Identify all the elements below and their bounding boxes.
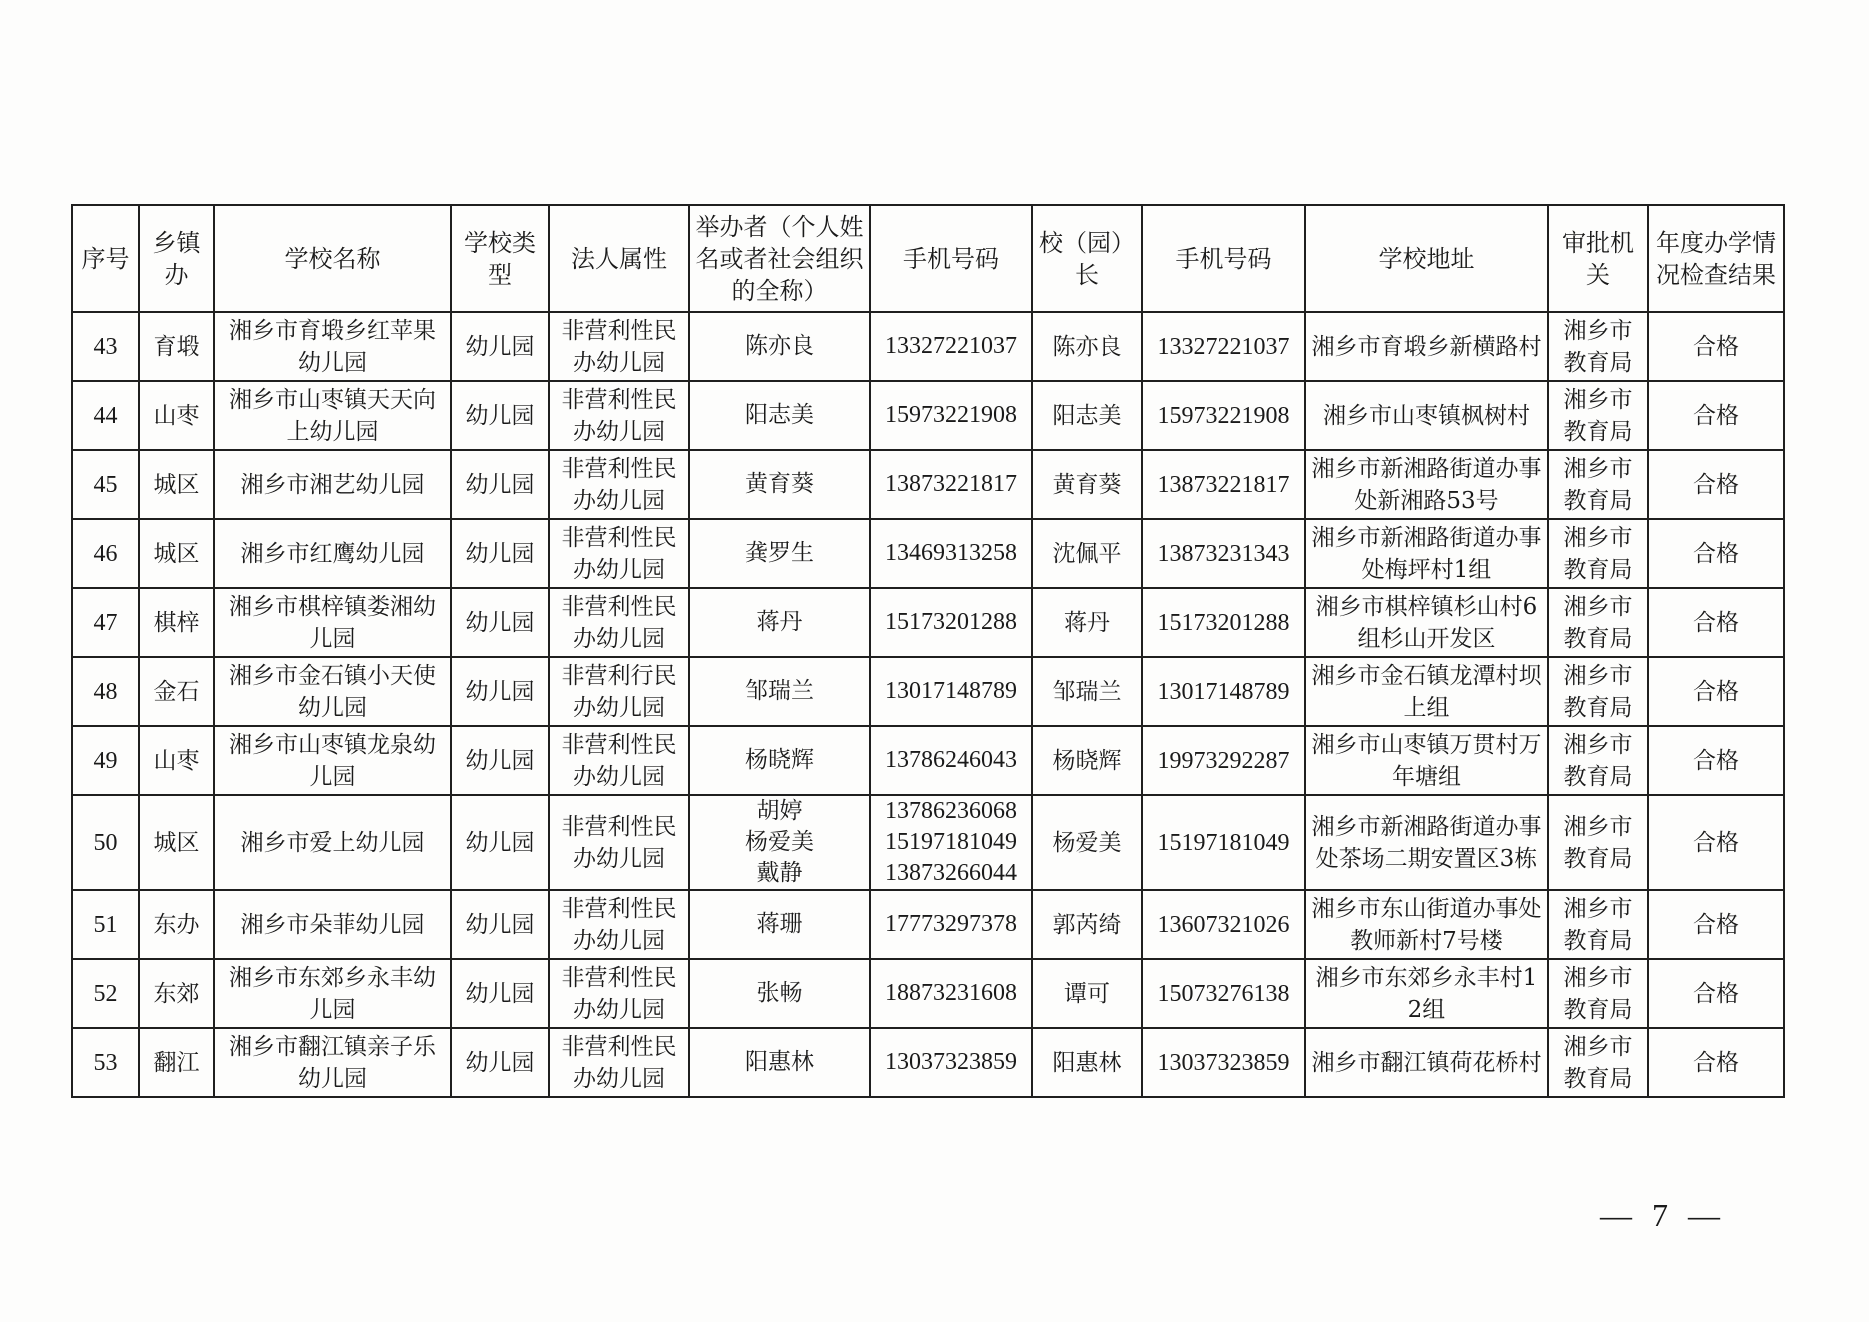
- cell-approver: 湘乡市教育局: [1548, 890, 1648, 959]
- cell-school-name: 湘乡市红鹰幼儿园: [214, 519, 451, 588]
- table-row: [72, 381, 1784, 450]
- cell-organizer-phone-line: 18873231608: [885, 980, 1017, 1006]
- table-row: [72, 959, 1784, 1028]
- cell-principal-phone: 15173201288: [1142, 588, 1305, 657]
- cell-organizer-phone-line: 13469313258: [885, 540, 1017, 566]
- cell-organizer-phone-line: 13873266044: [885, 860, 1017, 886]
- cell-school-type: 幼儿园: [451, 890, 549, 959]
- cell-approver: 湘乡市教育局: [1548, 588, 1648, 657]
- cell-principal-phone: 19973292287: [1142, 726, 1305, 795]
- cell-organizer: [689, 312, 870, 381]
- table-row: [72, 519, 1784, 588]
- cell-school-type: 幼儿园: [451, 588, 549, 657]
- table-row: [72, 795, 1784, 890]
- cell-seq: 45: [72, 450, 139, 519]
- header-address: 学校地址: [1305, 205, 1548, 312]
- cell-organizer-phone: [870, 312, 1032, 381]
- cell-principal-phone: 13873231343: [1142, 519, 1305, 588]
- cell-organizer: [689, 450, 870, 519]
- cell-organizer-line: 龚罗生: [745, 540, 814, 566]
- cell-town: 育塅: [139, 312, 214, 381]
- cell-legal-nature: 非营利性民办幼儿园: [549, 795, 689, 890]
- cell-legal-nature: 非营利性民办幼儿园: [549, 726, 689, 795]
- cell-approver: 湘乡市教育局: [1548, 795, 1648, 890]
- cell-legal-nature: 非营利性民办幼儿园: [549, 959, 689, 1028]
- page-number: — 7 —: [1600, 1197, 1726, 1233]
- cell-organizer: [689, 890, 870, 959]
- cell-seq: 53: [72, 1028, 139, 1097]
- header-legal-nature: 法人属性: [549, 205, 689, 312]
- cell-approver: 湘乡市教育局: [1548, 312, 1648, 381]
- cell-organizer-phone: [870, 450, 1032, 519]
- cell-result: 合格: [1648, 890, 1784, 959]
- cell-seq: 47: [72, 588, 139, 657]
- cell-organizer-phone-line: 13786246043: [885, 747, 1017, 773]
- cell-organizer-phone: [870, 519, 1032, 588]
- cell-school-type: 幼儿园: [451, 381, 549, 450]
- header-approver: 审批机关: [1548, 205, 1648, 312]
- cell-address: 湘乡市新湘路街道办事处梅坪村1组: [1305, 519, 1548, 588]
- cell-address: 湘乡市新湘路街道办事处茶场二期安置区3栋: [1305, 795, 1548, 890]
- cell-seq: 49: [72, 726, 139, 795]
- cell-organizer: [689, 519, 870, 588]
- cell-town: 城区: [139, 795, 214, 890]
- cell-organizer-phone-line: 13786236068: [885, 798, 1017, 824]
- header-seq: 序号: [72, 205, 139, 312]
- cell-principal-phone: 13873221817: [1142, 450, 1305, 519]
- cell-organizer-line: 杨晓辉: [745, 747, 814, 773]
- cell-principal-phone: 13037323859: [1142, 1028, 1305, 1097]
- cell-legal-nature: 非营利性民办幼儿园: [549, 1028, 689, 1097]
- cell-legal-nature: 非营利行民办幼儿园: [549, 657, 689, 726]
- cell-approver: 湘乡市教育局: [1548, 726, 1648, 795]
- cell-principal-phone: 15073276138: [1142, 959, 1305, 1028]
- cell-school-type: 幼儿园: [451, 657, 549, 726]
- cell-town: 棋梓: [139, 588, 214, 657]
- cell-organizer-phone-line: 13873221817: [885, 471, 1017, 497]
- cell-organizer-phone: [870, 959, 1032, 1028]
- cell-organizer: [689, 381, 870, 450]
- cell-town: 山枣: [139, 381, 214, 450]
- cell-principal: 郭芮绮: [1032, 890, 1142, 959]
- cell-organizer-line: 胡婷: [756, 798, 803, 824]
- cell-organizer-line: 蒋丹: [756, 609, 803, 635]
- cell-town: 山枣: [139, 726, 214, 795]
- cell-town: 金石: [139, 657, 214, 726]
- table-body: [72, 312, 1784, 1097]
- cell-principal: 谭可: [1032, 959, 1142, 1028]
- cell-principal: 蒋丹: [1032, 588, 1142, 657]
- cell-approver: 湘乡市教育局: [1548, 657, 1648, 726]
- cell-approver: 湘乡市教育局: [1548, 519, 1648, 588]
- cell-principal-phone: 15973221908: [1142, 381, 1305, 450]
- header-organizer-phone: 手机号码: [870, 205, 1032, 312]
- cell-organizer-line: 阳惠林: [745, 1049, 814, 1075]
- cell-organizer-phone: [870, 890, 1032, 959]
- cell-school-name: 湘乡市育塅乡红苹果幼儿园: [214, 312, 451, 381]
- cell-organizer-line: 戴静: [756, 860, 803, 886]
- table-row: [72, 588, 1784, 657]
- cell-legal-nature: 非营利性民办幼儿园: [549, 312, 689, 381]
- cell-organizer-line: 黄育葵: [745, 471, 814, 497]
- cell-organizer-line: 蒋珊: [756, 911, 803, 937]
- cell-school-type: 幼儿园: [451, 519, 549, 588]
- table-row: [72, 312, 1784, 381]
- table-row: [72, 1028, 1784, 1097]
- cell-organizer-phone-line: 13037323859: [885, 1049, 1017, 1075]
- cell-result: 合格: [1648, 450, 1784, 519]
- cell-school-name: 湘乡市棋梓镇娄湘幼儿园: [214, 588, 451, 657]
- cell-principal: 黄育葵: [1032, 450, 1142, 519]
- cell-organizer-phone: [870, 588, 1032, 657]
- cell-principal-phone: 13327221037: [1142, 312, 1305, 381]
- cell-organizer-phone-line: 13017148789: [885, 678, 1017, 704]
- cell-seq: 52: [72, 959, 139, 1028]
- cell-organizer-phone-line: 15973221908: [885, 402, 1017, 428]
- cell-organizer-line: 张畅: [756, 980, 803, 1006]
- cell-organizer-line: 陈亦良: [745, 333, 814, 359]
- header-principal: 校（园）长: [1032, 205, 1142, 312]
- cell-approver: 湘乡市教育局: [1548, 381, 1648, 450]
- cell-organizer: [689, 1028, 870, 1097]
- cell-school-name: 湘乡市翻江镇亲子乐幼儿园: [214, 1028, 451, 1097]
- cell-address: 湘乡市棋梓镇杉山村6组杉山开发区: [1305, 588, 1548, 657]
- cell-school-name: 湘乡市爱上幼儿园: [214, 795, 451, 890]
- cell-principal-phone: 13607321026: [1142, 890, 1305, 959]
- cell-address: 湘乡市翻江镇荷花桥村: [1305, 1028, 1548, 1097]
- cell-school-type: 幼儿园: [451, 726, 549, 795]
- header-town: 乡镇办: [139, 205, 214, 312]
- cell-principal: 杨晓辉: [1032, 726, 1142, 795]
- cell-organizer: [689, 795, 870, 890]
- cell-organizer-phone: [870, 381, 1032, 450]
- cell-seq: 46: [72, 519, 139, 588]
- cell-seq: 51: [72, 890, 139, 959]
- cell-organizer-phone: [870, 795, 1032, 890]
- cell-address: 湘乡市东山街道办事处教师新村7号楼: [1305, 890, 1548, 959]
- cell-organizer-phone: [870, 1028, 1032, 1097]
- header-school-name: 学校名称: [214, 205, 451, 312]
- cell-organizer-phone-line: 15173201288: [885, 609, 1017, 635]
- cell-result: 合格: [1648, 519, 1784, 588]
- header-principal-phone: 手机号码: [1142, 205, 1305, 312]
- cell-address: 湘乡市东郊乡永丰村12组: [1305, 959, 1548, 1028]
- cell-result: 合格: [1648, 959, 1784, 1028]
- cell-organizer-phone-line: 13327221037: [885, 333, 1017, 359]
- cell-school-type: 幼儿园: [451, 1028, 549, 1097]
- cell-result: 合格: [1648, 312, 1784, 381]
- cell-result: 合格: [1648, 1028, 1784, 1097]
- cell-organizer: [689, 959, 870, 1028]
- cell-school-type: 幼儿园: [451, 959, 549, 1028]
- cell-school-name: 湘乡市湘艺幼儿园: [214, 450, 451, 519]
- cell-town: 东郊: [139, 959, 214, 1028]
- cell-principal-phone: 13017148789: [1142, 657, 1305, 726]
- cell-organizer-line: 阳志美: [745, 402, 814, 428]
- cell-organizer-phone-line: 15197181049: [885, 829, 1017, 855]
- cell-organizer: [689, 726, 870, 795]
- cell-seq: 43: [72, 312, 139, 381]
- cell-organizer: [689, 657, 870, 726]
- cell-seq: 44: [72, 381, 139, 450]
- cell-school-name: 湘乡市山枣镇龙泉幼儿园: [214, 726, 451, 795]
- table-row: [72, 890, 1784, 959]
- cell-address: 湘乡市山枣镇枫树村: [1305, 381, 1548, 450]
- cell-approver: 湘乡市教育局: [1548, 959, 1648, 1028]
- cell-organizer-line: 杨爱美: [745, 829, 814, 855]
- cell-principal: 邹瑞兰: [1032, 657, 1142, 726]
- cell-result: 合格: [1648, 726, 1784, 795]
- header-school-type: 学校类型: [451, 205, 549, 312]
- cell-school-type: 幼儿园: [451, 312, 549, 381]
- cell-school-name: 湘乡市东郊乡永丰幼儿园: [214, 959, 451, 1028]
- cell-seq: 48: [72, 657, 139, 726]
- cell-address: 湘乡市山枣镇万贯村万年塘组: [1305, 726, 1548, 795]
- cell-town: 城区: [139, 450, 214, 519]
- cell-school-name: 湘乡市金石镇小天使幼儿园: [214, 657, 451, 726]
- cell-principal: 沈佩平: [1032, 519, 1142, 588]
- cell-organizer-phone-line: 17773297378: [885, 911, 1017, 937]
- table-header-row: [72, 205, 1784, 312]
- cell-result: 合格: [1648, 381, 1784, 450]
- header-result: 年度办学情况检查结果: [1648, 205, 1784, 312]
- cell-result: 合格: [1648, 795, 1784, 890]
- cell-principal: 阳志美: [1032, 381, 1142, 450]
- cell-town: 东办: [139, 890, 214, 959]
- cell-school-name: 湘乡市朵菲幼儿园: [214, 890, 451, 959]
- header-organizer: 举办者（个人姓名或者社会组织的全称）: [689, 205, 870, 312]
- table-row: [72, 450, 1784, 519]
- cell-principal: 陈亦良: [1032, 312, 1142, 381]
- cell-organizer-phone: [870, 657, 1032, 726]
- cell-legal-nature: 非营利性民办幼儿园: [549, 588, 689, 657]
- cell-organizer-phone: [870, 726, 1032, 795]
- cell-address: 湘乡市新湘路街道办事处新湘路53号: [1305, 450, 1548, 519]
- cell-legal-nature: 非营利性民办幼儿园: [549, 381, 689, 450]
- cell-principal: 阳惠林: [1032, 1028, 1142, 1097]
- cell-organizer: [689, 588, 870, 657]
- cell-approver: 湘乡市教育局: [1548, 450, 1648, 519]
- cell-school-type: 幼儿园: [451, 450, 549, 519]
- cell-school-type: 幼儿园: [451, 795, 549, 890]
- kindergarten-table: [71, 204, 1785, 1098]
- cell-address: 湘乡市育塅乡新横路村: [1305, 312, 1548, 381]
- cell-principal-phone: 15197181049: [1142, 795, 1305, 890]
- cell-result: 合格: [1648, 588, 1784, 657]
- cell-approver: 湘乡市教育局: [1548, 1028, 1648, 1097]
- cell-organizer-line: 邹瑞兰: [745, 678, 814, 704]
- cell-result: 合格: [1648, 657, 1784, 726]
- cell-legal-nature: 非营利性民办幼儿园: [549, 890, 689, 959]
- cell-principal: 杨爱美: [1032, 795, 1142, 890]
- cell-town: 城区: [139, 519, 214, 588]
- cell-address: 湘乡市金石镇龙潭村坝上组: [1305, 657, 1548, 726]
- table-row: [72, 657, 1784, 726]
- cell-legal-nature: 非营利性民办幼儿园: [549, 450, 689, 519]
- cell-seq: 50: [72, 795, 139, 890]
- cell-school-name: 湘乡市山枣镇天天向上幼儿园: [214, 381, 451, 450]
- cell-legal-nature: 非营利性民办幼儿园: [549, 519, 689, 588]
- cell-town: 翻江: [139, 1028, 214, 1097]
- table-row: [72, 726, 1784, 795]
